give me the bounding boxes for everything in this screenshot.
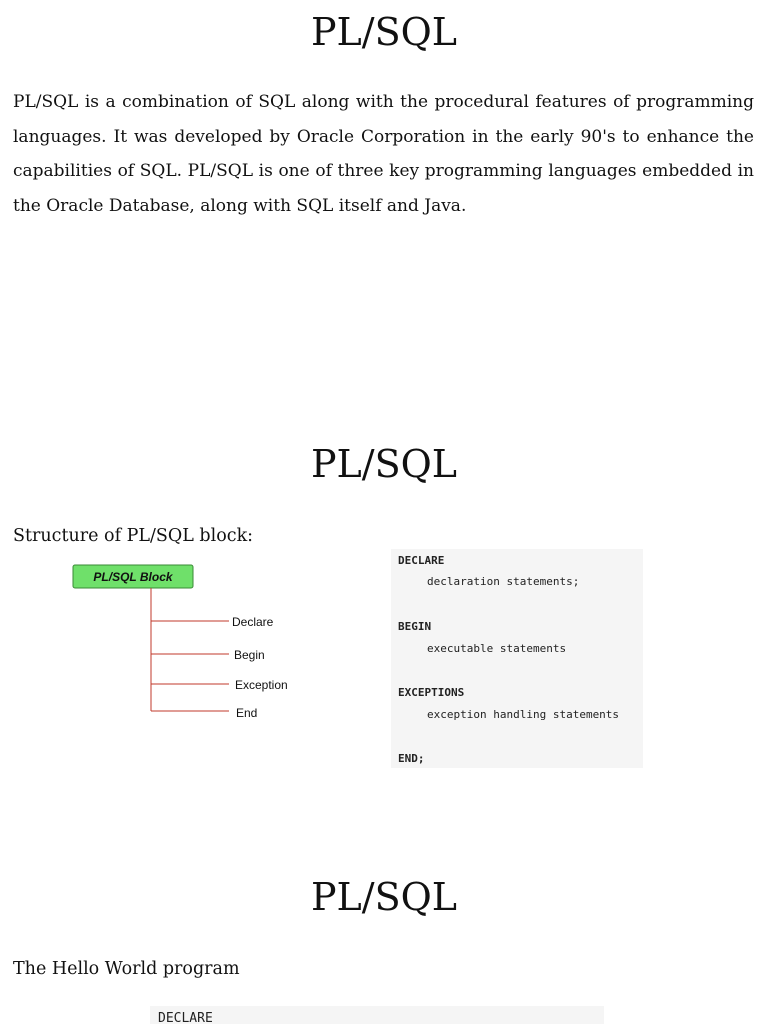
code-exceptions-body: exception handling statements [427, 708, 620, 721]
section1-title: PL/SQL [310, 10, 458, 54]
diagram-node-exception: Exception [235, 678, 288, 692]
structure-label: Structure of PL/SQL block: [13, 526, 254, 546]
code-declare: DECLARE [398, 554, 445, 567]
hello-world-code [150, 1006, 604, 1024]
code-begin-body: executable statements [427, 642, 567, 655]
diagram-node-end: End [236, 706, 258, 720]
diagram-node-declare: Declare [232, 615, 274, 629]
hello-code-declare: DECLARE [158, 1011, 213, 1026]
code-exceptions: EXCEPTIONS [398, 686, 465, 699]
block-structure-code [391, 549, 643, 768]
hello-world-label: The Hello World program [13, 959, 240, 979]
section3-title: PL/SQL [310, 875, 458, 919]
intro-paragraph: PL/SQL is a combination of SQL along with the procedural features of programming languages. It was developed by Oracle Corporation in the early 90's to enhance the capabilities of SQL. PL/SQL is one of three key programming languages embedded in the Oracle Database, along with SQL itself and Java. [13, 92, 754, 216]
diagram-root-label: PL/SQL Block [93, 570, 173, 584]
code-begin: BEGIN [398, 620, 432, 633]
code-end: END; [398, 752, 425, 765]
code-declare-body: declaration statements; [427, 575, 580, 588]
diagram-connectors [151, 588, 229, 711]
diagram-node-begin: Begin [234, 648, 265, 662]
section2-title: PL/SQL [310, 442, 458, 486]
